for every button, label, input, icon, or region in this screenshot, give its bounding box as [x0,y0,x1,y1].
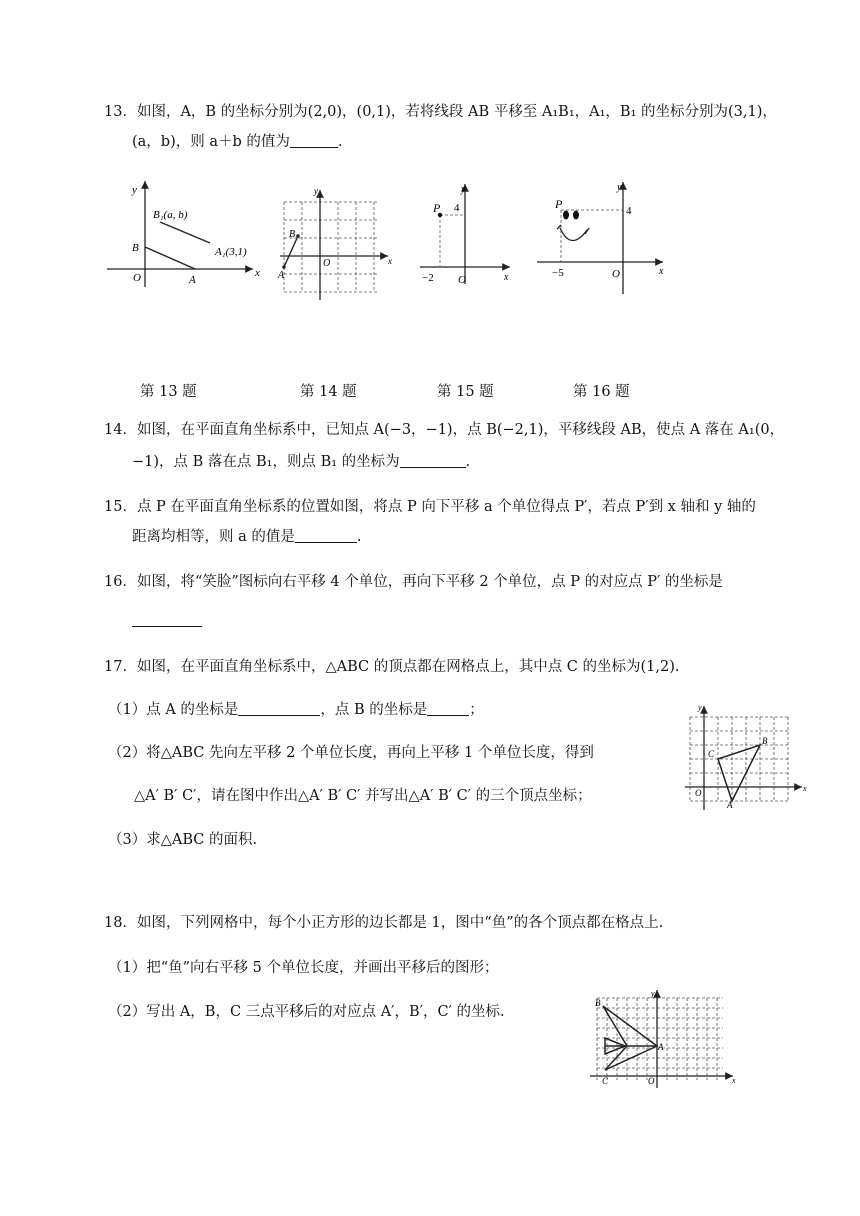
fig17-y-label: y [698,703,702,712]
fig14-point-a [282,265,286,269]
fig14-segment-ab [284,236,298,267]
q17-point-a-blank[interactable] [238,715,320,716]
fig18-c-label: C [602,1076,609,1086]
fig15-p-label: P [433,201,441,215]
q15-line-2-text: 距离均相等，则 a 的值是 [132,529,295,545]
caption-16: 第 16 题 [573,384,630,400]
q14-line-2-end: . [465,454,471,470]
fig18-y-label: y [651,989,655,998]
fig14-origin-label: O [323,258,331,269]
fig13-a-label: A [189,274,196,286]
caption-13: 第 13 题 [140,384,197,400]
q13-line-1: 13．如图，A，B 的坐标分别为(2,0)，(0,1)，若将线段 AB 平移至 A₁B₁，A₁，B₁ 的坐标分别为(3,1)， [104,104,777,120]
q13-line-2-text: (a，b)，则 a＋b 的值为 [132,134,290,150]
figure-15 [418,180,518,290]
smiley-face-icon [557,211,589,241]
q15-answer-blank[interactable] [295,542,357,543]
fig18-a-label: A [658,1042,664,1052]
fig15-tick-neg2: −2 [422,272,434,284]
fig15-origin-label: O [458,274,466,286]
fig14-grid [284,202,378,292]
figure-16 [535,178,670,293]
fig14-x-label: x [388,256,392,266]
q13-line-2 [132,132,343,152]
fig18-b-label: B [595,998,601,1008]
q13-answer-blank[interactable] [290,147,338,148]
fig13-x-label: x [255,267,260,279]
fig17-origin-label: O [695,788,702,798]
fig17-a-label: A [727,800,733,810]
q16-answer-blank[interactable] [132,610,202,627]
q14-line-2-text: −1)，点 B 落在点 B₁，则点 B₁ 的坐标为 [132,454,400,470]
fig14-a-label: A [278,270,285,281]
fig17-c-label: C [708,749,715,759]
q17-part-1 [108,700,484,720]
fig16-x-label: x [659,266,664,277]
q18-part-2: （2）写出 A，B，C 三点平移后的对应点 A′，B′，C′ 的坐标. [108,1004,505,1020]
fig16-p-label: P [555,197,563,211]
q16-line-2 [132,610,202,631]
fig18-x-label: x [732,1076,736,1085]
caption-14: 第 14 题 [300,384,357,400]
q16-line-1: 16．如图，将“笑脸”图标向右平移 4 个单位，再向下平移 2 个单位，点 P 的对应点 P′ 的坐标是 [104,574,723,590]
figure-13 [105,175,265,295]
fig17-triangle-abc [718,745,760,801]
q15-line-2-end: . [356,529,362,545]
fig15-y-label: y [461,184,466,195]
fig14-point-b [296,234,300,238]
q14-answer-blank[interactable] [400,467,466,468]
fig13-b1-label: B₁(a, b) [153,209,188,221]
q18-part-1: （1）把“鱼”向右平移 5 个单位长度，并画出平移后的图形； [108,960,499,976]
q17-part-2-a: （2）将△ABC 先向左平移 2 个单位长度，再向上平移 1 个单位长度，得到 [108,745,594,761]
q17-part-2-b: △A′ B′ C′，请在图中作出△A′ B′ C′ 并写出△A′ B′ C′ 的三个顶点坐标； [134,788,592,804]
fig13-y-label: y [132,184,137,196]
fig13-segment-ab [145,247,195,269]
fig13-segment-a1b1 [160,222,210,243]
fig16-tick-4: 4 [626,205,632,217]
figure-18 [585,988,745,1093]
q15-line-2 [132,527,361,547]
fig18-origin-label: O [648,1076,655,1086]
fig14-b-label: B [289,229,296,240]
q17-part-1-b: ，点 B 的坐标是 [320,702,428,718]
q14-line-1: 14．如图，在平面直角坐标系中，已知点 A(−3，−1)，点 B(−2,1)，平移线段 AB，使点 A 落在 A₁(0， [104,422,785,438]
figure-17 [680,700,810,815]
q18-title: 18．如图，下列网格中，每个小正方形的边长都是 1，图中“鱼”的各个顶点都在格点上. [104,915,664,931]
fig13-origin-label: O [133,272,141,284]
fig17-grid [690,717,790,801]
q13-line-2-end: . [337,134,343,150]
fig15-tick-4: 4 [454,202,460,214]
fig16-y-label: y [617,182,622,193]
q17-title: 17．如图，在平面直角坐标系中，△ABC 的顶点都在网格点上，其中点 C 的坐标为(1,2). [104,659,680,675]
fig17-b-label: B [762,736,768,746]
fig13-b-label: B [132,242,139,254]
fig14-y-label: y [314,186,318,196]
q17-part-1-a: （1）点 A 的坐标是 [108,702,239,718]
fig15-x-label: x [504,272,509,283]
q14-line-2 [132,452,470,472]
fig17-x-label: x [803,784,807,793]
fig16-origin-label: O [612,268,620,280]
fig13-a1-label: A₁(3,1) [215,246,247,258]
q17-part-1-end: ； [469,702,484,718]
q17-part-3: （3）求△ABC 的面积. [108,832,258,848]
fig16-tick-neg5: −5 [552,267,564,279]
fig18-grid [597,998,723,1080]
caption-15: 第 15 题 [437,384,494,400]
q15-line-1: 15．点 P 在平面直角坐标系的位置如图，将点 P 向下平移 a 个单位得点 P′，若点 P′到 x 轴和 y 轴的 [104,499,756,515]
q17-point-b-blank[interactable] [427,715,469,716]
figure-14 [278,180,393,305]
